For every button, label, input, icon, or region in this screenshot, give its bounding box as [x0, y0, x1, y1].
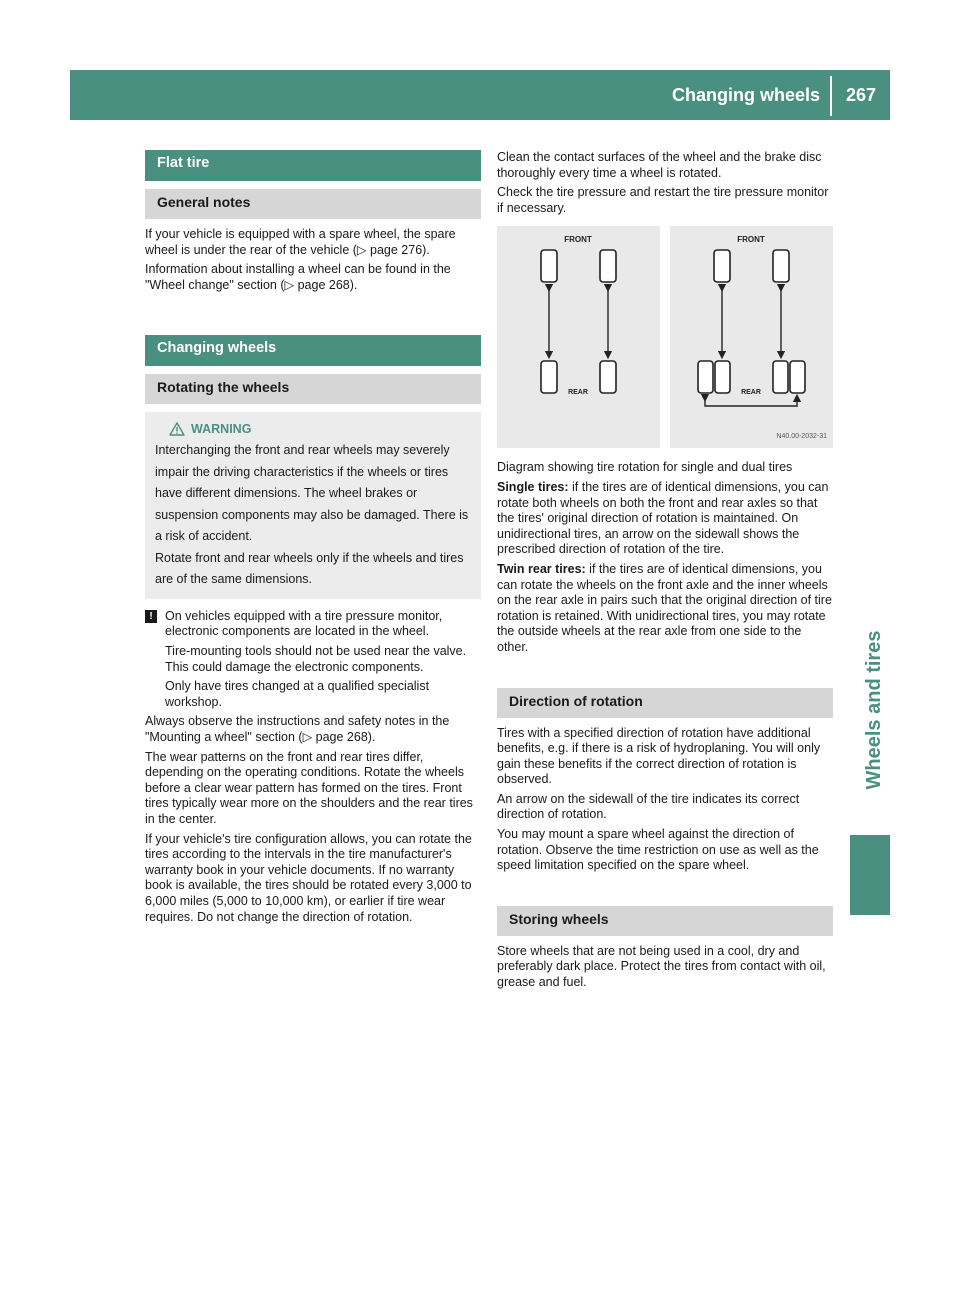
- figure-id: N40.00-2032-31: [776, 432, 827, 440]
- exclamation-icon: !: [145, 610, 157, 623]
- side-tab: [850, 595, 890, 825]
- tire-front-left: [714, 250, 730, 282]
- page-number: 267: [845, 85, 876, 105]
- tire-rear-right-outer: [790, 361, 805, 393]
- paragraph: The wear patterns on the front and rear tires differ, depending on the operating conditions. Rotate the wheels before a clear wear pattern has formed on the tires. Front tires typically wear more on the shoulders and the rear tires in the center.: [145, 749, 473, 826]
- section-title-changing-wheels: Changing wheels: [145, 335, 481, 366]
- front-label: FRONT: [737, 235, 765, 245]
- subsection-title-direction: Direction of rotation: [497, 688, 833, 718]
- paragraph: Clean the contact surfaces of the wheel and the brake disc thoroughly every time a wheel is rotated.: [497, 150, 822, 180]
- side-tab-marker: [850, 835, 890, 915]
- note-text: Only have tires changed at a qualified specialist workshop.: [165, 679, 430, 709]
- tire-front-right: [773, 250, 789, 282]
- warning-box: [145, 412, 481, 599]
- tire-rear-left: [541, 361, 557, 393]
- subsection-title-storing: Storing wheels: [497, 906, 833, 936]
- single-tires-panel: [497, 226, 660, 448]
- single-tires-diagram: [497, 226, 660, 448]
- note-text: Tire-mounting tools should not be used near the valve. This could damage the electronic components.: [165, 644, 467, 674]
- term-single-tires: Single tires:: [497, 479, 569, 494]
- paragraph: Information about installing a wheel can be found in the "Wheel change" section (▷ page 268).: [145, 262, 451, 292]
- note-text: On vehicles equipped with a tire pressure monitor, electronic components are located in the wheel.: [165, 608, 443, 639]
- paragraph: Tires with a specified direction of rotation have additional benefits, e.g. if there is a risk of hydroplaning. You will only gain these benefits if the correct direction of rotation is observed.: [497, 725, 821, 787]
- paragraph: You may mount a spare wheel against the direction of rotation. Observe the time restriction on use as well as the speed limitation specified on the spare wheel.: [497, 827, 819, 873]
- left-column: [145, 150, 481, 929]
- arrow-outer-swap: [705, 398, 797, 406]
- twin-tires-panel: [670, 226, 833, 448]
- tire-rear-left-outer: [698, 361, 713, 393]
- term-twin-rear-tires: Twin rear tires:: [497, 561, 586, 576]
- rear-label: REAR: [568, 389, 588, 397]
- page-header: [70, 70, 890, 120]
- paragraph: Check the tire pressure and restart the tire pressure monitor if necessary.: [497, 185, 829, 215]
- warning-heading: [155, 420, 471, 438]
- paragraph: If your vehicle is equipped with a spare wheel, the spare wheel is under the rear of the vehicle (▷ page 276).: [145, 227, 456, 257]
- figure-caption: Diagram showing tire rotation for single and dual tires: [497, 460, 793, 475]
- paragraph: Store wheels that are not being used in a cool, dry and preferably dark place. Protect the tires from contact with oil, grease and fuel.: [497, 943, 826, 990]
- tire-rear-right-inner: [773, 361, 788, 393]
- section-title-flat-tire: Flat tire: [145, 150, 481, 181]
- paragraph: If your vehicle's tire configuration allows, you can rotate the tires according to the intervals in the tire manufacturer's warranty book in your vehicle documents. If no warranty book is available, the tires should be rotated every 3,000 to 6,000 miles (5,000 to 10,000 km), or earlier if tire wear requires. Do not change the direction of rotation.: [145, 831, 472, 924]
- subsection-title-general-notes: General notes: [145, 189, 481, 219]
- right-column: [497, 150, 833, 995]
- note: [145, 609, 481, 715]
- warning-text: Rotate front and rear wheels only if the wheels and tires are of the same dimensions.: [155, 550, 464, 587]
- warning-label: WARNING: [191, 422, 252, 437]
- tire-rear-right: [600, 361, 616, 393]
- header-separator: [830, 76, 832, 116]
- paragraph: Always observe the instructions and safety notes in the "Mounting a wheel" section (▷ page 268).: [145, 714, 450, 745]
- tire-front-left: [541, 250, 557, 282]
- front-label: FRONT: [564, 235, 592, 245]
- rear-label: REAR: [741, 389, 761, 397]
- tire-rotation-figure: [497, 226, 833, 448]
- tire-front-right: [600, 250, 616, 282]
- twin-tires-diagram: [670, 226, 833, 448]
- paragraph: Twin rear tires: if the tires are of identical dimensions, you can rotate the wheels on the front axle and the inner wheels on the rear axle in pairs such that the original direction of tire rotation is retained. With unidirectional tires, you may rotate the outside wheels at the rear axle from one side to the other.: [497, 561, 832, 654]
- paragraph: Single tires: if the tires are of identical dimensions, you can rotate both wheels on both the front and rear axles so that the tires' original direction of rotation is maintained. On unidirectional tires, an arrow on the sidewall shows the prescribed direction of rotation of the tire.: [497, 479, 829, 557]
- warning-text: Interchanging the front and rear wheels may severely impair the driving characteristics if the wheels or tires have different dimensions. The wheel brakes or suspension components may also be damaged. There is a risk of accident.: [155, 443, 469, 544]
- warning-triangle-icon: [169, 422, 185, 436]
- side-tab-label: Wheels and tires: [863, 630, 885, 790]
- header-title: Changing wheels: [671, 85, 820, 105]
- subsection-title-rotating: Rotating the wheels: [145, 374, 481, 404]
- tire-rear-left-inner: [715, 361, 730, 393]
- paragraph: An arrow on the sidewall of the tire indicates its correct direction of rotation.: [497, 791, 800, 822]
